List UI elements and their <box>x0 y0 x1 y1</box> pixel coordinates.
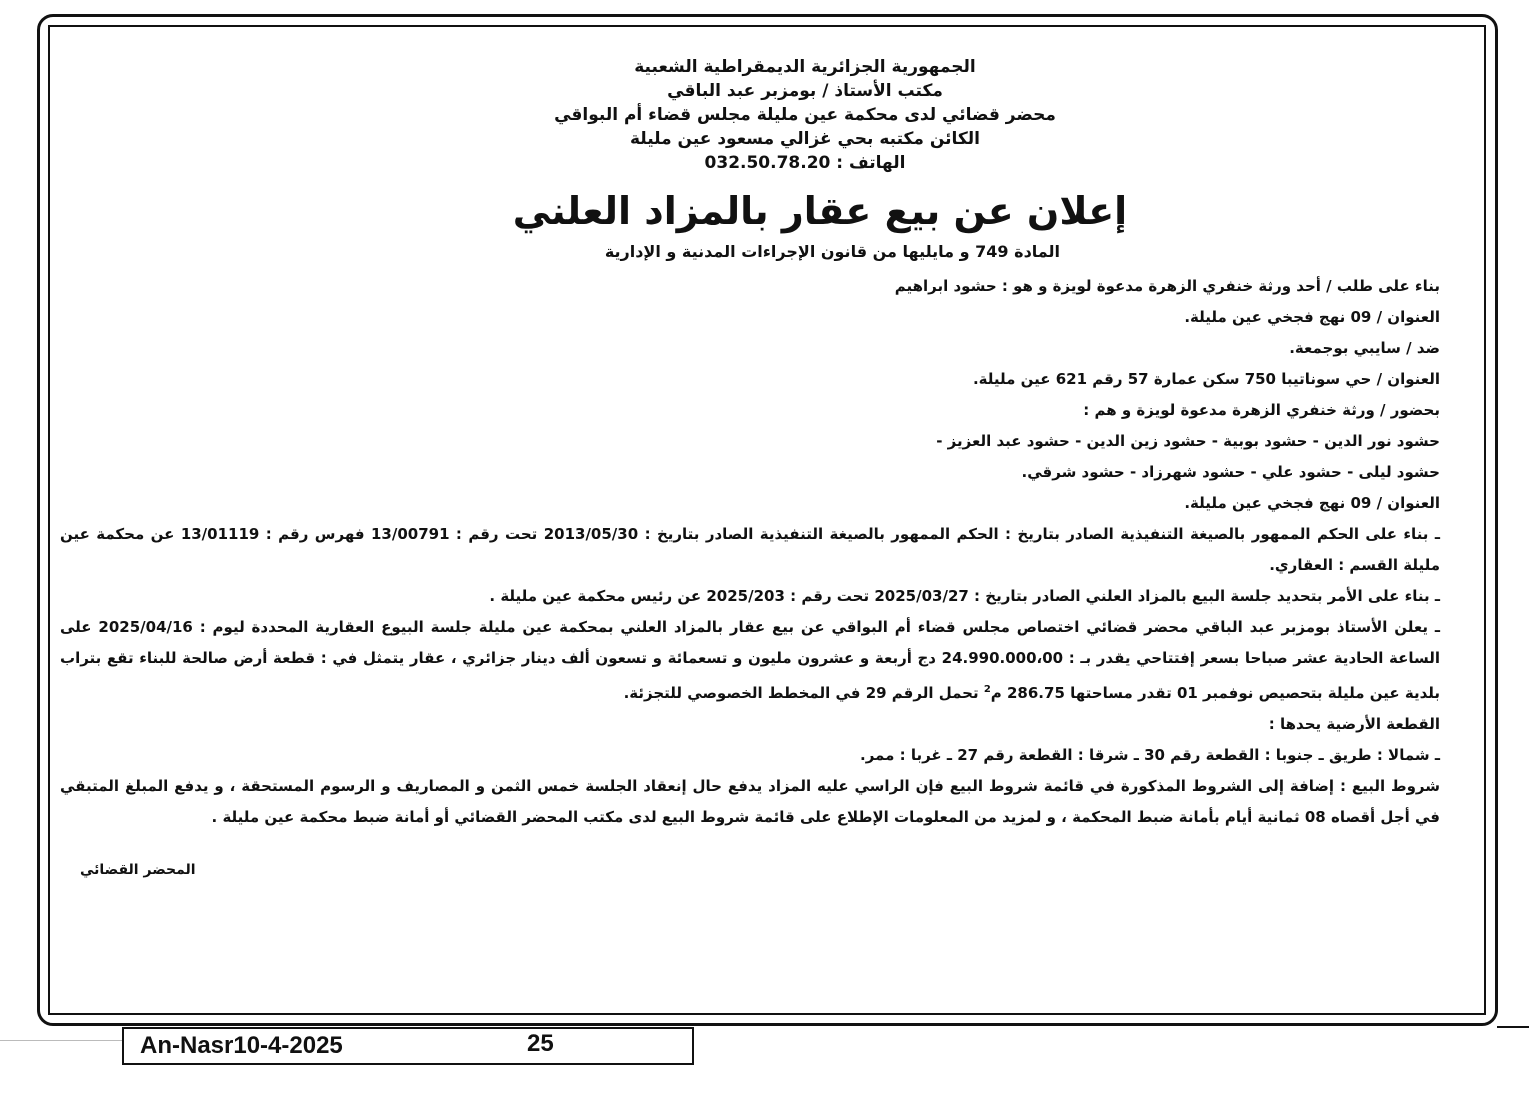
page-number: 25 <box>527 1030 554 1057</box>
office-phone: الهاتف : 032.50.78.20 <box>704 153 906 173</box>
requester-line: بناء على طلب / أحد ورثة خنفري الزهرة مدعوة لويزة و هو : حشود ابراهيم <box>894 277 1440 295</box>
letterhead <box>170 55 1440 175</box>
announcement-content <box>60 55 1440 955</box>
judgment-paragraph: ـ بناء على الحكم الممهور بالصيغة التنفيذية الصادر بتاريخ : الحكم الممهور بالصيغة التنفيذية الصادر بتاريخ : 2013/05/30 تحت رقم : 13/00791 فهرس رقم : 13/01119 عن محكمة عين مليلة القسم : العقاري. <box>60 525 1440 574</box>
legal-reference: المادة 749 و مايليها من قانون الإجراءات المدنية و الإدارية <box>604 242 1060 261</box>
left-rule <box>0 1040 122 1041</box>
announcement-body <box>60 271 1440 886</box>
newspaper-date: An-Nasr10-4-2025 <box>140 1032 343 1059</box>
defendant-address: العنوان / حي سوناتيبا 750 سكن عمارة 57 رقم 621 عين مليلة. <box>972 370 1440 388</box>
attendees-intro: بحضور / ورثة خنفري الزهرة مدعوة لويزة و هم : <box>1083 401 1440 419</box>
attendees-address: العنوان / 09 نهج فجخي عين مليلة. <box>1184 494 1440 512</box>
republic-name: الجمهورية الجزائرية الديمقراطية الشعبية <box>634 57 976 77</box>
office-role: محضر قضائي لدى محكمة عين مليلة مجلس قضاء أم البواقي <box>554 105 1056 125</box>
requester-address: العنوان / 09 نهج فجخي عين مليلة. <box>1184 308 1440 326</box>
defendant-line: ضد / سايبي بوجمعة. <box>1289 339 1440 357</box>
boundaries-heading: القطعة الأرضية يحدها : <box>1268 715 1440 733</box>
signature: المحضر القضائي <box>80 862 196 878</box>
attendees-names-2: حشود ليلى - حشود علي - حشود شهرزاد - حشود شرقي. <box>1021 463 1440 481</box>
sale-text-end: تحمل الرقم 29 في المخطط الخصوصي للتجزئة. <box>623 684 984 702</box>
boundaries-line: ـ شمالا : طريق ـ جنوبا : القطعة رقم 30 ـ شرقا : القطعة رقم 27 ـ غربا : ممر. <box>860 746 1440 764</box>
office-address: الكائن مكتبه بحي غزالي مسعود عين مليلة <box>629 129 980 149</box>
order-paragraph: ـ بناء على الأمر بتحديد جلسة البيع بالمزاد العلني الصادر بتاريخ : 2025/03/27 تحت رقم : 2025/203 عن رئيس محكمة عين مليلة . <box>489 587 1440 605</box>
sale-paragraph <box>60 612 1440 709</box>
sale-text: ـ يعلن الأستاذ بومزبر عبد الباقي محضر قضائي اختصاص مجلس قضاء أم البواقي عن بيع عقار بالمزاد العلني بمحكمة عين مليلة جلسة البيوع العقارية المحددة ليوم : 2025/04/16 على الساعة الحادية عشر صباحا بسعر إفتتاحي يقدر بـ : 24.990.000،00 دج أربعة و عشرون مليون و تسعمائة و تسعون ألف دينار جزائري ، عقار يتمثل في : قطعة أرض صالحة للبناء تقع بتراب بلدية عين مليلة بتحصيص نوفمبر 01 تقدر مساحتها 286.75 م <box>60 618 1440 702</box>
area-unit-superscript: 2 <box>983 684 991 695</box>
announcement-title: إعلان عن بيع عقار بالمزاد العلني <box>512 189 1128 233</box>
sale-conditions: شروط البيع : إضافة إلى الشروط المذكورة في قائمة شروط البيع فإن الراسي عليه المزاد يدفع حال إنعقاد الجلسة خمس الثمن و المصاريف و الرسوم المستحقة ، و يدفع المبلغ المتبقي في أجل أقصاه 08 ثمانية أيام بأمانة ضبط المحكمة ، و لمزيد من المعلومات الإطلاع على قائمة شروط البيع لدى مكتب المحضر القضائي أو أمانة ضبط محكمة عين مليلة . <box>60 777 1440 826</box>
attendees-names-1: حشود نور الدين - حشود بوبية - حشود زين الدين - حشود عبد العزيز - <box>936 432 1440 450</box>
right-rule <box>1497 1026 1529 1028</box>
office-name: مكتب الأستاذ / بومزبر عبد الباقي <box>667 81 943 101</box>
